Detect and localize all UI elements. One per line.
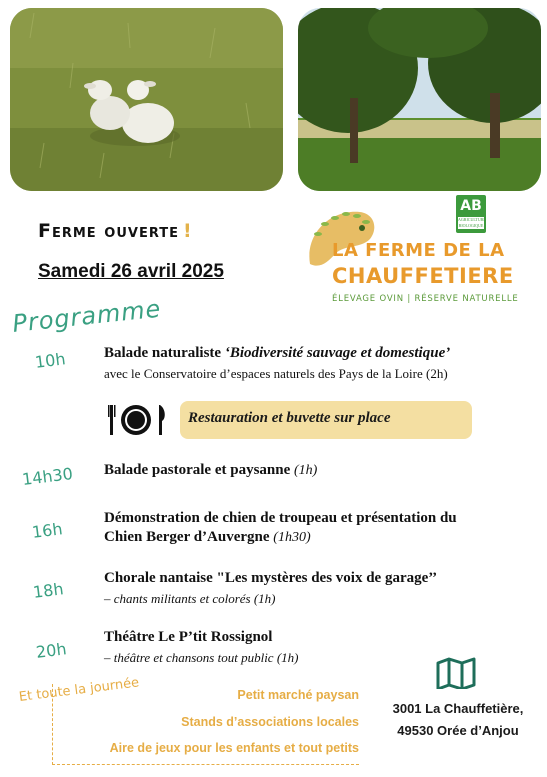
ferme-ouverte-heading: Ferme ouverte ! <box>38 220 193 242</box>
time-16h: 16h <box>30 519 64 542</box>
farm-logo <box>300 200 540 310</box>
ab-organic-badge: AB AGRICULTURE BIOLOGIQUE <box>456 195 486 233</box>
item-subtitle-18h: – chants militants et colorés (1h) <box>104 591 276 606</box>
logo-line-1: LA FERME DE LA <box>332 240 505 261</box>
logo-line-2: CHAUFFETIERE <box>332 264 514 288</box>
time-14h30: 14h30 <box>21 463 74 490</box>
photo-lambs <box>10 8 283 191</box>
address-line-2: 49530 Orée d’Anjou <box>397 723 519 738</box>
cutlery-plate-icon <box>108 401 172 439</box>
programme-title: Programme <box>11 294 163 338</box>
item-title-10h: Balade naturaliste ‘Biodiversité sauvage et domestique’ <box>104 345 451 361</box>
footer-item-marche: Petit marché paysan <box>237 688 359 702</box>
address-line-1: 3001 La Chauffetière, <box>392 701 524 716</box>
item-subtitle-10h: avec le Conservatoire d’espaces naturels des Pays de la Loire (2h) <box>104 366 448 381</box>
all-day-box <box>52 684 359 765</box>
resto-text: Restauration et buvette sur place <box>188 410 391 426</box>
time-20h: 20h <box>34 639 68 662</box>
resto-banner <box>180 401 472 439</box>
exclamation-mark: ! <box>183 220 193 242</box>
item-subtitle-20h: – théâtre et chansons tout public (1h) <box>104 650 299 665</box>
logo-subtitle: ÉLEVAGE OVIN | RÉSERVE NATURELLE <box>332 294 519 304</box>
address <box>378 698 538 742</box>
photo-trees <box>298 8 541 191</box>
item-title-14h30: Balade pastorale et paysanne (1h) <box>104 462 318 478</box>
footer-item-jeux: Aire de jeux pour les enfants et tout petits <box>109 741 359 755</box>
time-18h: 18h <box>31 579 65 602</box>
footer-item-stands: Stands d’associations locales <box>181 715 359 729</box>
time-10h: 10h <box>33 349 67 372</box>
item-title-16h-line2: Chien Berger d’Auvergne (1h30) <box>104 529 311 545</box>
item-title-18h: Chorale nantaise "Les mystères des voix de garage’’ <box>104 570 438 586</box>
all-day-label: Et toute la journée <box>18 675 140 705</box>
map-icon <box>436 655 476 689</box>
event-date: Samedi 26 avril 2025 <box>38 261 224 282</box>
item-title-16h-line1: Démonstration de chien de troupeau et présentation du <box>104 510 457 526</box>
item-title-20h: Théâtre Le P’tit Rossignol <box>104 629 273 645</box>
